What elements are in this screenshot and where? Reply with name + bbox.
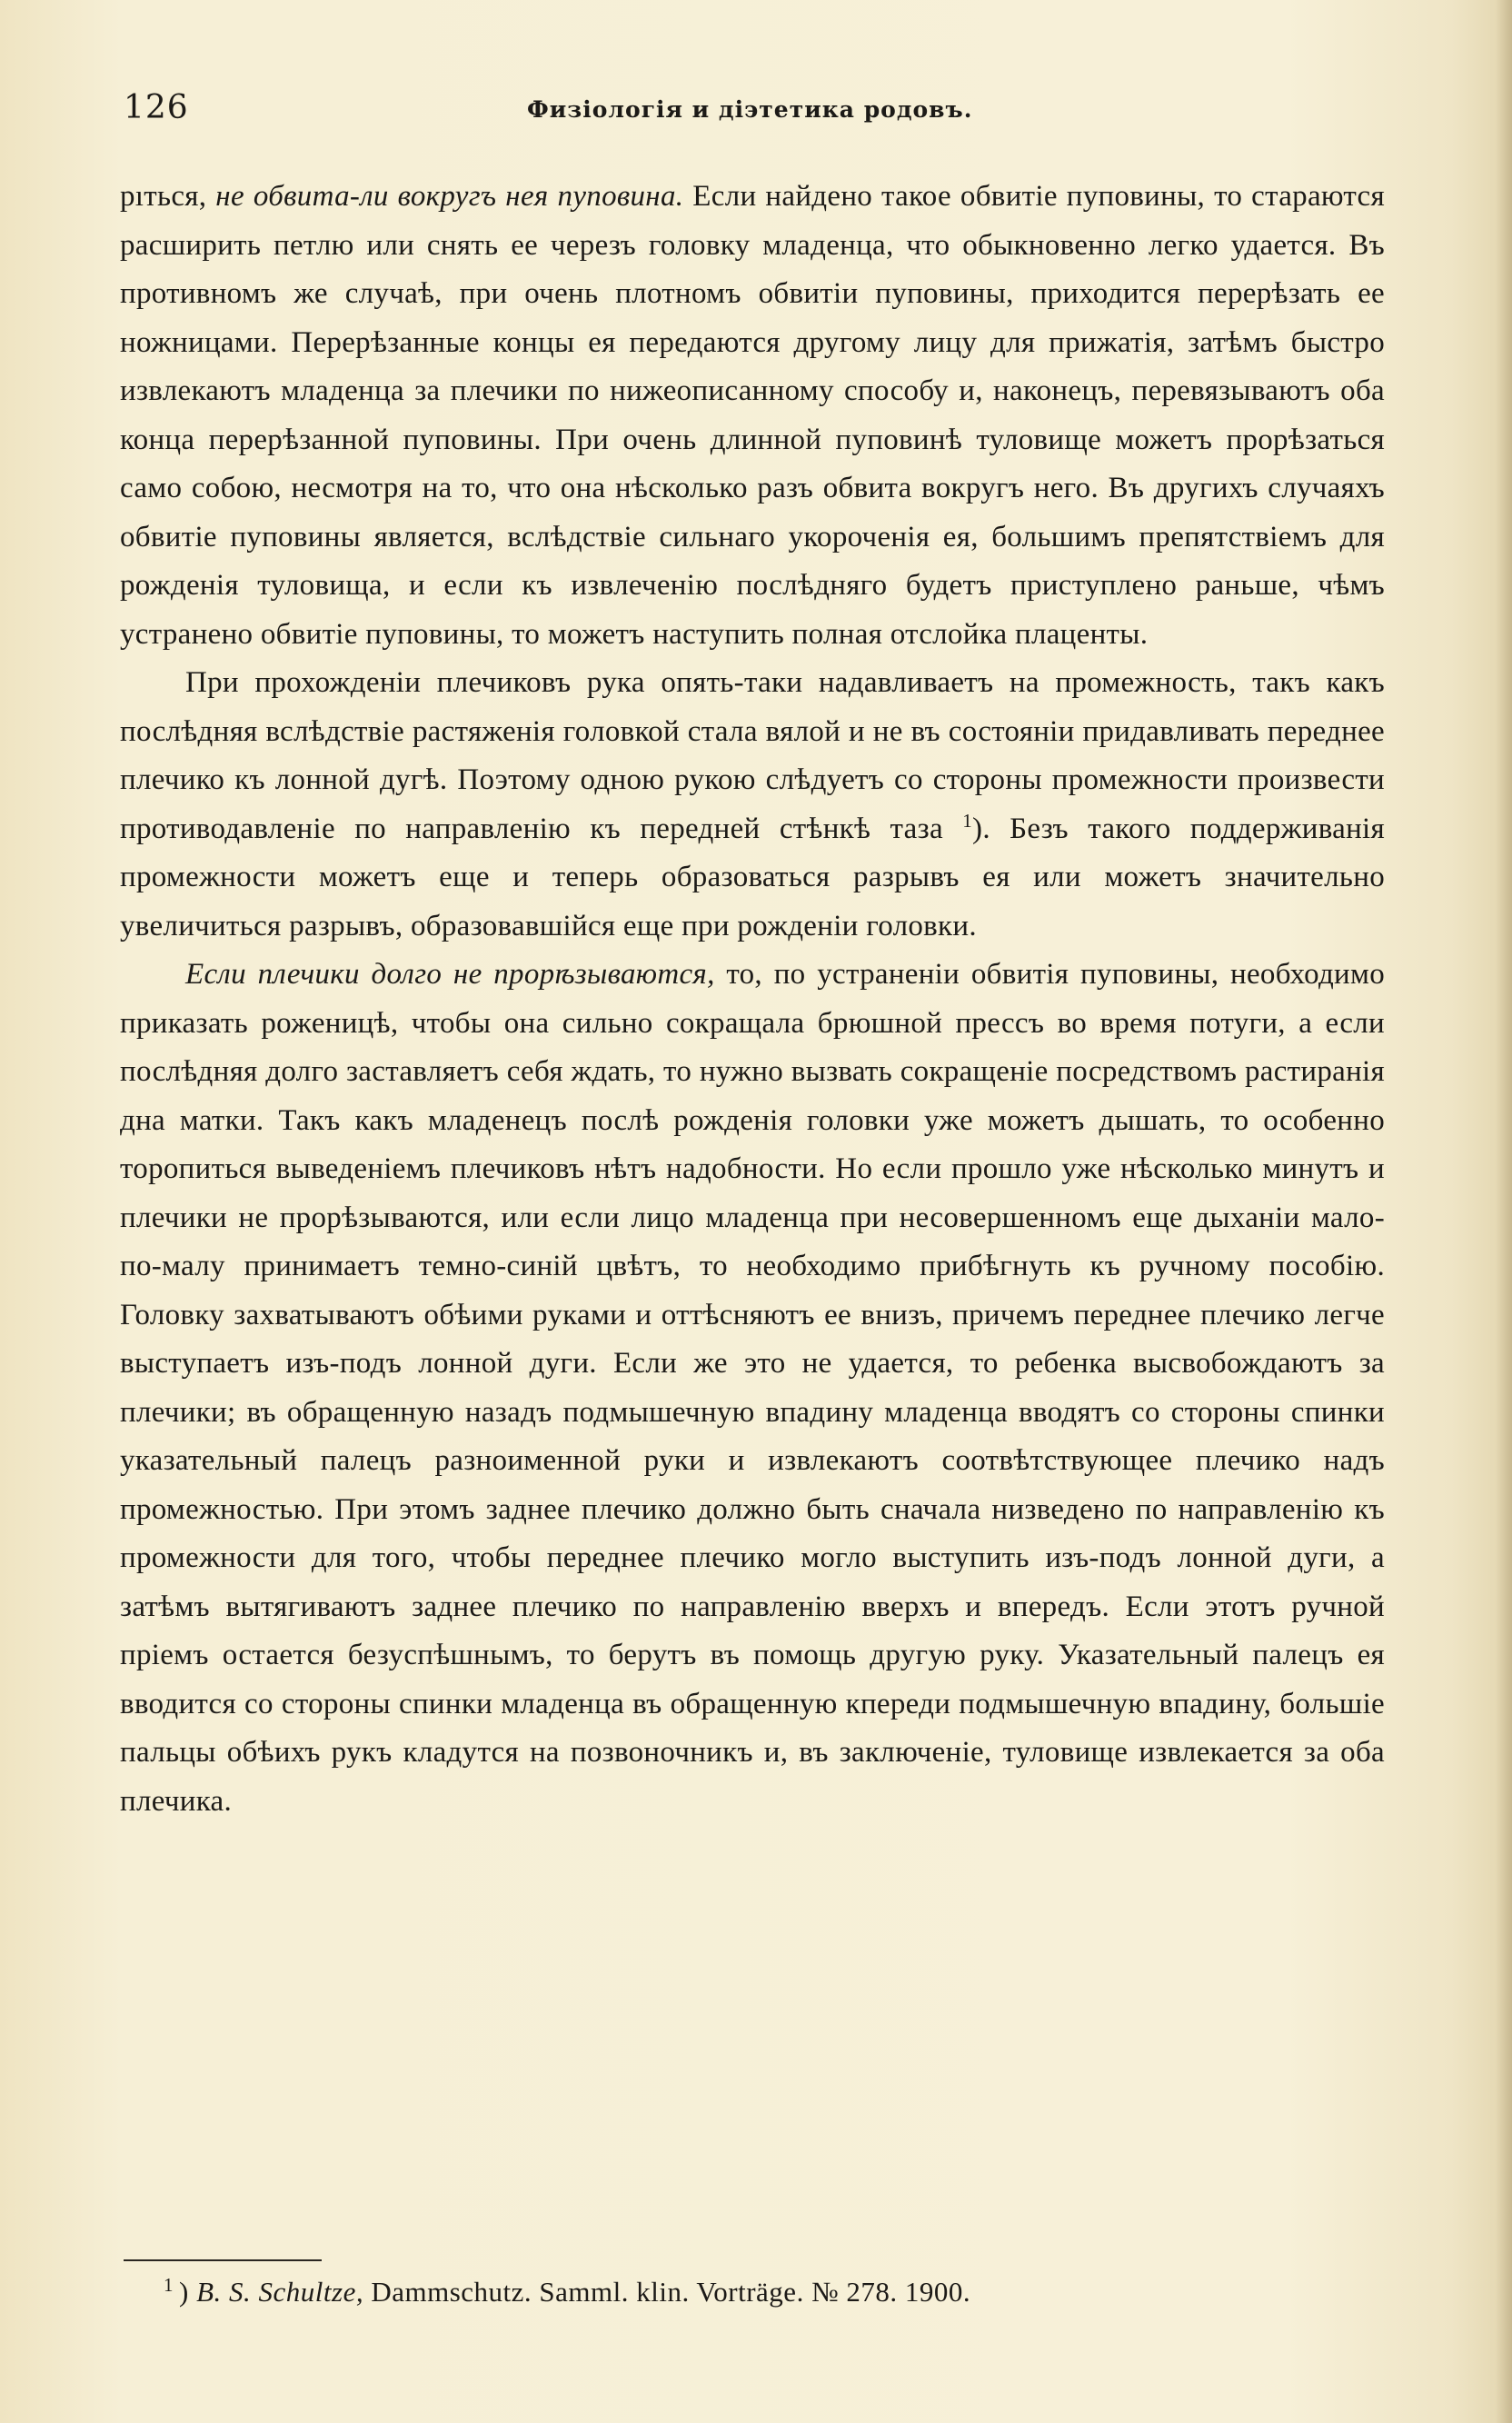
- page-number: 126: [124, 89, 189, 126]
- footnote-divider: [124, 2259, 322, 2261]
- footnote-marker: 1: [164, 2273, 174, 2296]
- paragraph-1-emphasis: не обвита-ли вокругъ нея пуповина.: [215, 180, 684, 213]
- paragraph-3: [120, 951, 1385, 1826]
- paragraph-3-emphasis: Если плечики долго не прорѣзываются,: [185, 958, 715, 991]
- footnote-text: Dammschutz. Samml. klin. Vorträge. № 278. 1900.: [363, 2276, 971, 2308]
- footnote-reference[interactable]: 1: [962, 809, 973, 832]
- body-text: [120, 173, 1385, 1826]
- page-edge-shadow: [1496, 0, 1512, 2423]
- paragraph-2: [120, 659, 1385, 951]
- paragraph-2-text: При прохожденіи плечиковъ рука опять-таки надавливаетъ на промежность, такъ какъ послѣдняя вслѣдствіе растяженія головкой стала вялой и не въ состояніи придавливать переднее плечико къ лонной дугѣ. Поэтому одною рукою слѣдуетъ со стороны промежности произвести противодавленіе по направленію къ передней стѣнкѣ таза: [120, 666, 1385, 845]
- footnote-marker-close: ): [179, 2276, 189, 2308]
- footnote: [164, 2272, 1345, 2312]
- running-title: Физіологія и діэтетика родовъ.: [527, 96, 973, 123]
- paragraph-1-start: рıться,: [120, 180, 216, 213]
- page-header: [124, 89, 1376, 131]
- paragraph-1-text: Если найдено такое обвитіе пуповины, то стараются расширить петлю или снять ее черезъ головку младенца, что обыкновенно легко удается. Въ противномъ же случаѣ, при очень плотномъ обвитіи пуповины, приходится перерѣзать ее ножницами. Перерѣзанные концы ея передаются другому лицу для прижатія, затѣмъ быстро извлекаютъ младенца за плечики по нижеописанному способу и, наконецъ, перевязываютъ оба конца перерѣзанной пуповины. При очень длинной пуповинѣ туловище можетъ прорѣзаться само собою, несмотря на то, что она нѣсколько разъ обвита вокругъ него. Въ другихъ случаяхъ обвитіе пуповины является, вслѣдствіе сильнаго укороченія ея, большимъ препятствіемъ для рожденія туловища, и если къ извлеченію послѣдняго будетъ приступлено раньше, чѣмъ устранено обвитіе пуповины, то можетъ наступить полная отслойка плаценты.: [120, 180, 1385, 651]
- paragraph-2-tail: ). Безъ такого поддерживанія промежности можетъ еще и теперь образоваться разрывъ ея или можетъ значительно увеличиться разрывъ, образовавшійся еще при рожденіи головки.: [120, 812, 1385, 942]
- paragraph-1: [120, 173, 1385, 659]
- paragraph-3-text: то, по устраненіи обвитія пуповины, необходимо приказать роженицѣ, чтобы она сильно сокращала брюшной прессъ во время потуги, а если послѣдняя долго заставляетъ себя ждать, то нужно вызвать сокращеніе посредствомъ растиранія дна матки. Такъ какъ младенецъ послѣ рожденія головки уже можетъ дышать, то особенно торопиться выведеніемъ плечиковъ нѣтъ надобности. Но если прошло уже нѣсколько минутъ и плечики не прорѣзываются, или если лицо младенца при несовершенномъ еще дыханіи мало-по-малу принимаетъ темно-синій цвѣтъ, то необходимо прибѣгнуть къ ручному пособію. Головку захватываютъ обѣими руками и оттѣсняютъ ее внизъ, причемъ переднее плечико легче выступаетъ изъ-подъ лонной дуги. Если же это не удается, то ребенка высвобождаютъ за плечики; въ обращенную назадъ подмышечную впадину младенца вводятъ со стороны спинки указательный палецъ разноименной руки и извлекаютъ соотвѣтствующее плечико надъ промежностью. При этомъ заднее плечико должно быть сначала низведено по направленію къ промежности для того, чтобы переднее плечико могло выступить изъ-подъ лонной дуги, а затѣмъ вытягиваютъ заднее плечико по направленію вверхъ и впередъ. Если этотъ ручной пріемъ остается безуспѣшнымъ, то берутъ въ помощь другую руку. Указательный палецъ ея вводится со стороны спинки младенца въ обращенную кпереди подмышечную впадину, большіе пальцы обѣихъ рукъ кладутся на позвоночникъ и, въ заключеніе, туловище извлекается за оба плечика.: [120, 958, 1385, 1818]
- footnote-author: B. S. Schultze,: [196, 2276, 364, 2308]
